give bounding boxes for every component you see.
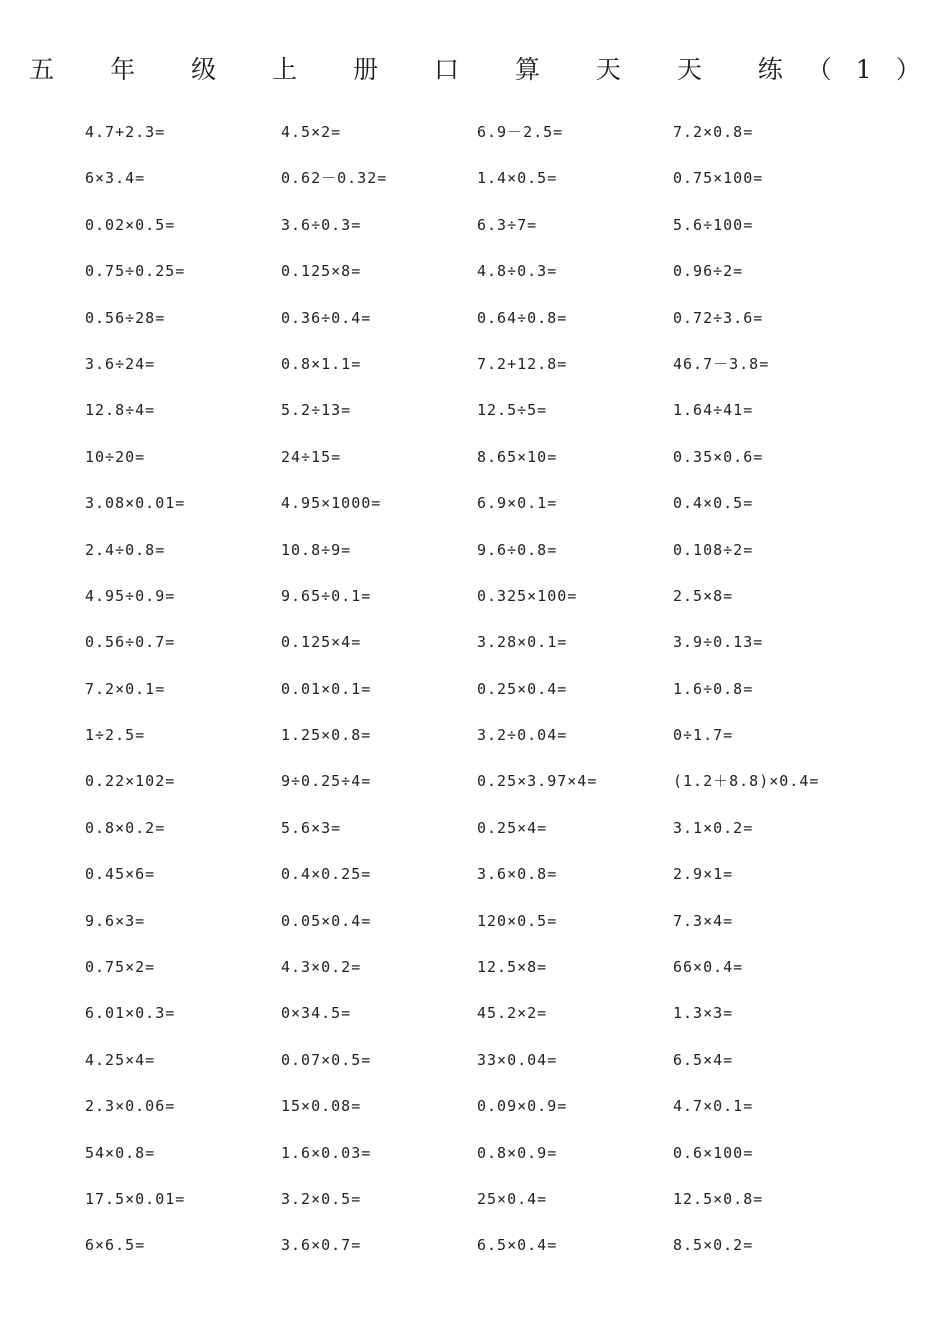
problem-item: 0.45×6=	[85, 865, 156, 884]
problem-grid	[85, 116, 905, 1276]
problem-item: 0.56÷28=	[85, 308, 166, 327]
problem-item: 3.9÷0.13=	[673, 633, 764, 652]
problem-item: 0.07×0.5=	[281, 1050, 372, 1069]
problem-item: 6×3.4=	[85, 169, 146, 188]
problem-item: 2.3×0.06=	[85, 1097, 176, 1116]
problem-item: 3.28×0.1=	[477, 633, 568, 652]
problem-item: 1÷2.5=	[85, 726, 146, 745]
problem-item: 1.6×0.03=	[281, 1143, 372, 1162]
problem-item: 6.3÷7=	[477, 215, 538, 234]
problem-item: 10.8÷9=	[281, 540, 352, 559]
problem-row	[85, 302, 905, 348]
problem-item: 1.3×3=	[673, 1004, 734, 1023]
problem-row	[85, 905, 905, 951]
problem-item: 3.2×0.5=	[281, 1189, 362, 1208]
problem-row	[85, 1044, 905, 1090]
problem-item: 3.2÷0.04=	[477, 726, 568, 745]
problem-row	[85, 1137, 905, 1183]
problem-row	[85, 858, 905, 904]
problem-item: 0.25×3.97×4=	[477, 772, 598, 791]
problem-item: 1.64÷41=	[673, 401, 754, 420]
problem-item: 8.5×0.2=	[673, 1236, 754, 1255]
problem-row	[85, 162, 905, 208]
problem-item: 4.3×0.2=	[281, 958, 362, 977]
problem-item: 0.4×0.5=	[673, 494, 754, 513]
problem-item: 7.2×0.8=	[673, 123, 754, 141]
problem-row	[85, 534, 905, 580]
problem-item: 1.25×0.8=	[281, 726, 372, 745]
problem-item: 8.65×10=	[477, 447, 558, 466]
problem-item: 0.6×100=	[673, 1143, 754, 1162]
problem-item: 10÷20=	[85, 447, 146, 466]
problem-row	[85, 394, 905, 440]
problem-item: 0.01×0.1=	[281, 679, 372, 698]
problem-item: 9.65÷0.1=	[281, 586, 372, 605]
problem-row	[85, 1183, 905, 1229]
problem-row	[85, 765, 905, 811]
problem-item: 12.8÷4=	[85, 401, 156, 420]
problem-item: 9÷0.25÷4=	[281, 772, 372, 791]
problem-item: (1.2＋8.8)×0.4=	[673, 772, 820, 791]
problem-item: 7.2+12.8=	[477, 354, 568, 373]
problem-item: 6.9×0.1=	[477, 494, 558, 513]
problem-item: 0.09×0.9=	[477, 1097, 568, 1116]
problem-item: 2.4÷0.8=	[85, 540, 166, 559]
problem-item: 6×6.5=	[85, 1236, 146, 1255]
problem-item: 54×0.8=	[85, 1143, 156, 1162]
problem-item: 0.75÷0.25=	[85, 262, 186, 281]
problem-item: 7.3×4=	[673, 911, 734, 930]
problem-item: 6.9－2.5=	[477, 123, 564, 141]
problem-item: 120×0.5=	[477, 911, 558, 930]
problem-item: 0.72÷3.6=	[673, 308, 764, 327]
problem-item: 0.05×0.4=	[281, 911, 372, 930]
problem-row	[85, 1090, 905, 1136]
problem-item: 5.2÷13=	[281, 401, 352, 420]
problem-item: 6.01×0.3=	[85, 1004, 176, 1023]
problem-row	[85, 812, 905, 858]
problem-item: 0.25×4=	[477, 818, 548, 837]
problem-item: 0.35×0.6=	[673, 447, 764, 466]
problem-item: 4.95×1000=	[281, 494, 382, 513]
problem-row	[85, 951, 905, 997]
problem-item: 0×34.5=	[281, 1004, 352, 1023]
problem-row	[85, 441, 905, 487]
problem-item: 0.125×4=	[281, 633, 362, 652]
problem-item: 0.8×0.2=	[85, 818, 166, 837]
problem-item: 12.5÷5=	[477, 401, 548, 420]
problem-item: 4.7×0.1=	[673, 1097, 754, 1116]
problem-item: 0.4×0.25=	[281, 865, 372, 884]
problem-item: 33×0.04=	[477, 1050, 558, 1069]
problem-row	[85, 255, 905, 301]
problem-row	[85, 487, 905, 533]
problem-item: 9.6÷0.8=	[477, 540, 558, 559]
problem-item: 2.9×1=	[673, 865, 734, 884]
problem-item: 6.5×4=	[673, 1050, 734, 1069]
problem-item: 17.5×0.01=	[85, 1189, 186, 1208]
problem-row	[85, 580, 905, 626]
problem-item: 12.5×0.8=	[673, 1189, 764, 1208]
problem-item: 3.6÷0.3=	[281, 215, 362, 234]
problem-item: 0.64÷0.8=	[477, 308, 568, 327]
problem-item: 46.7－3.8=	[673, 354, 770, 373]
problem-row	[85, 673, 905, 719]
problem-item: 0.02×0.5=	[85, 215, 176, 234]
problem-row	[85, 997, 905, 1043]
problem-item: 3.08×0.01=	[85, 494, 186, 513]
problem-item: 0.56÷0.7=	[85, 633, 176, 652]
problem-item: 0.125×8=	[281, 262, 362, 281]
problem-item: 4.25×4=	[85, 1050, 156, 1069]
problem-item: 0.36÷0.4=	[281, 308, 372, 327]
problem-item: 66×0.4=	[673, 958, 744, 977]
problem-item: 0.22×102=	[85, 772, 176, 791]
problem-row	[85, 116, 905, 162]
problem-item: 4.8÷0.3=	[477, 262, 558, 281]
problem-item: 24÷15=	[281, 447, 342, 466]
problem-item: 3.1×0.2=	[673, 818, 754, 837]
problem-row	[85, 626, 905, 672]
problem-item: 15×0.08=	[281, 1097, 362, 1116]
problem-item: 9.6×3=	[85, 911, 146, 930]
problem-item: 3.6×0.7=	[281, 1236, 362, 1255]
problem-item: 3.6÷24=	[85, 354, 156, 373]
problem-item: 6.5×0.4=	[477, 1236, 558, 1255]
problem-item: 0.108÷2=	[673, 540, 754, 559]
problem-item: 0.325×100=	[477, 586, 578, 605]
problem-item: 0.96÷2=	[673, 262, 744, 281]
problem-item: 0.75×2=	[85, 958, 156, 977]
page-title: 五 年 级 上 册 口 算 天 天 练（1）	[29, 55, 945, 84]
problem-item: 1.6÷0.8=	[673, 679, 754, 698]
problem-item: 45.2×2=	[477, 1004, 548, 1023]
problem-item: 0.75×100=	[673, 169, 764, 188]
problem-item: 0.62－0.32=	[281, 169, 388, 188]
problem-item: 0.8×0.9=	[477, 1143, 558, 1162]
problem-row	[85, 209, 905, 255]
problem-item: 5.6÷100=	[673, 215, 754, 234]
problem-item: 7.2×0.1=	[85, 679, 166, 698]
problem-item: 25×0.4=	[477, 1189, 548, 1208]
problem-item: 4.95÷0.9=	[85, 586, 176, 605]
problem-row	[85, 348, 905, 394]
problem-item: 0.8×1.1=	[281, 354, 362, 373]
problem-item: 4.5×2=	[281, 123, 342, 141]
problem-item: 4.7+2.3=	[85, 123, 166, 141]
problem-item: 0.25×0.4=	[477, 679, 568, 698]
problem-item: 12.5×8=	[477, 958, 548, 977]
problem-item: 3.6×0.8=	[477, 865, 558, 884]
problem-row	[85, 719, 905, 765]
problem-item: 1.4×0.5=	[477, 169, 558, 188]
problem-row	[85, 1229, 905, 1275]
problem-item: 0÷1.7=	[673, 726, 734, 745]
problem-item: 2.5×8=	[673, 586, 734, 605]
problem-item: 5.6×3=	[281, 818, 342, 837]
